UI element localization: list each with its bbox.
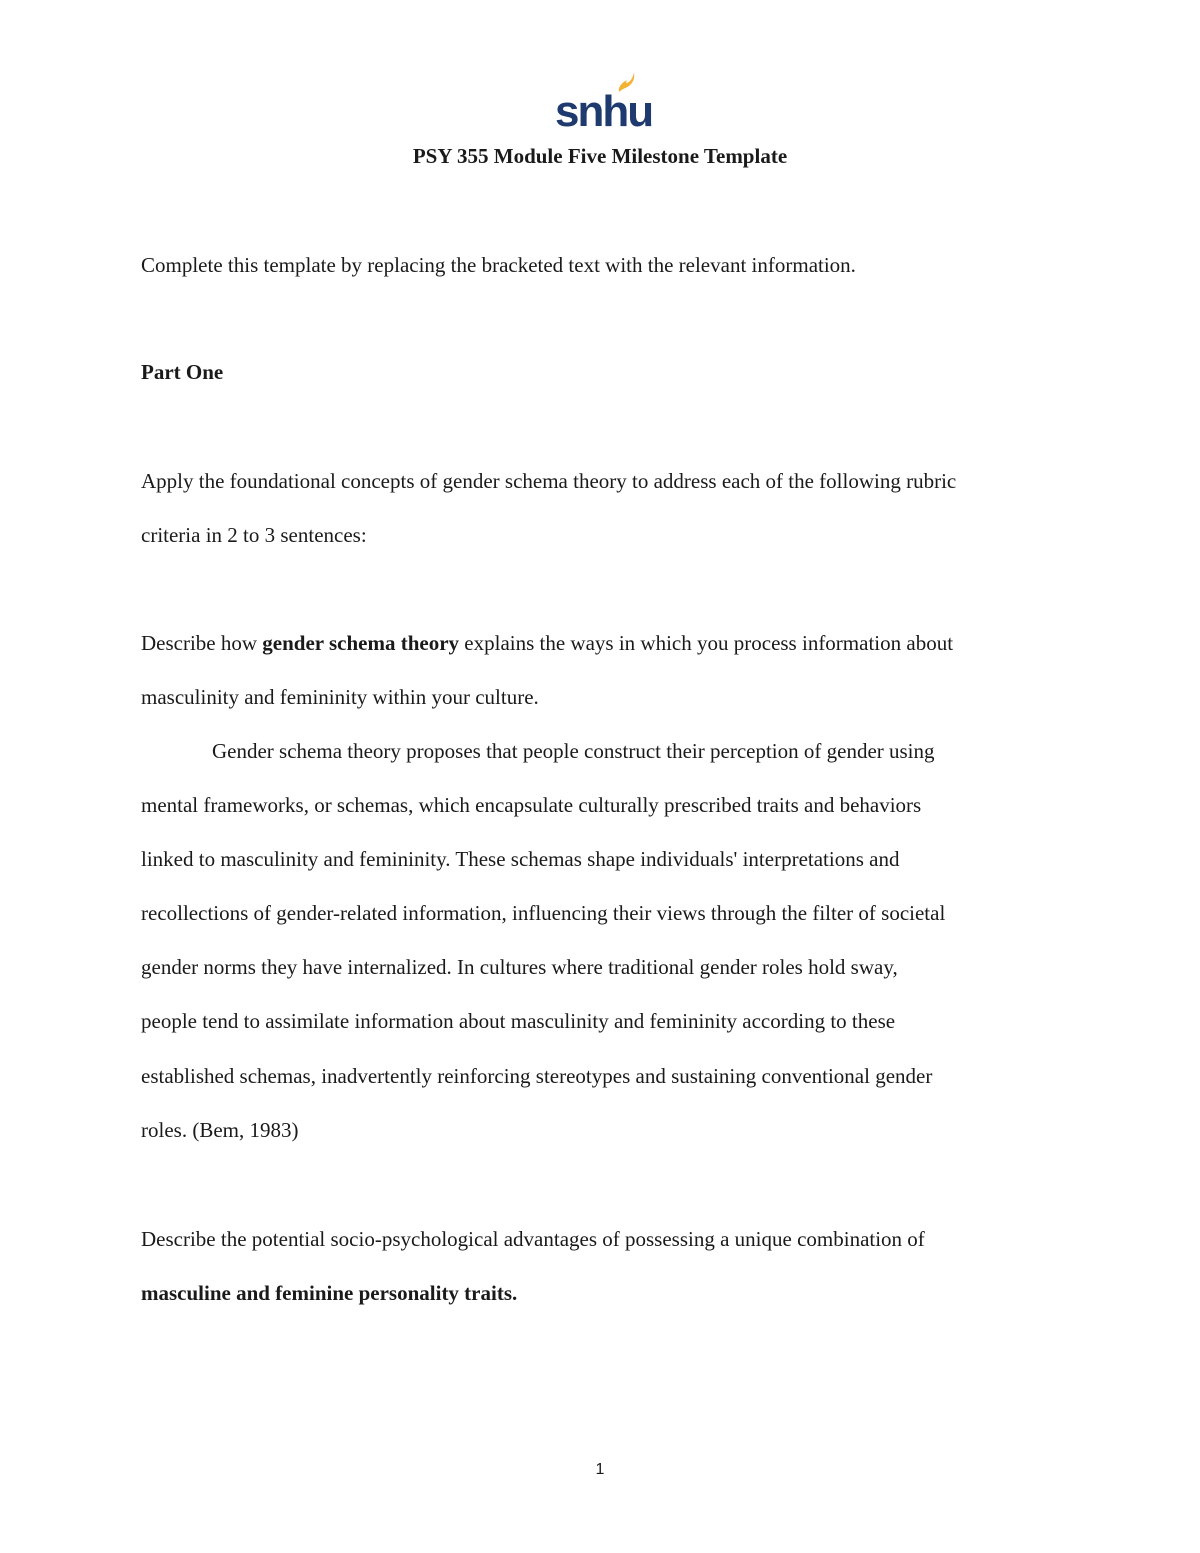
- answer-1-line: recollections of gender-related information, influencing their views through the filter of societal: [141, 901, 946, 925]
- answer-1-line: people tend to assimilate information about masculinity and femininity according to these: [141, 1009, 896, 1033]
- answer-1-line: gender norms they have internalized. In cultures where traditional gender roles hold sway,: [141, 955, 898, 979]
- answer-1-line: established schemas, inadvertently reinforcing stereotypes and sustaining conventional gender: [141, 1064, 933, 1088]
- answer-1-line: mental frameworks, or schemas, which encapsulate culturally prescribed traits and behaviors: [141, 793, 922, 817]
- criterion-1-prefix: Describe how: [141, 631, 263, 655]
- answer-1-line: roles. (Bem, 1983): [141, 1118, 299, 1142]
- criterion-1-bold-term: gender schema theory: [262, 631, 460, 655]
- snhu-logo: [555, 72, 653, 136]
- apply-prompt-line-1: Apply the foundational concepts of gender schema theory to address each of the following rubric: [141, 469, 957, 493]
- apply-prompt-line-2: criteria in 2 to 3 sentences:: [141, 523, 367, 547]
- criterion-2-line-2: masculine and feminine personality traits.: [141, 1281, 518, 1305]
- answer-1-line: Gender schema theory proposes that people construct their perception of gender using: [212, 739, 935, 763]
- page-number: 1: [595, 1461, 605, 1478]
- page-title: PSY 355 Module Five Milestone Template: [412, 144, 788, 168]
- criterion-2-line-1: Describe the potential socio-psychological advantages of possessing a unique combination of: [141, 1227, 925, 1251]
- answer-1-line: linked to masculinity and femininity. These schemas shape individuals' interpretations and: [141, 847, 900, 871]
- criterion-1-line-1: [141, 629, 953, 657]
- criterion-1-line-2: masculinity and femininity within your culture.: [141, 685, 539, 709]
- logo-text: snhu: [555, 87, 653, 136]
- criterion-1-suffix: explains the ways in which you process information about: [459, 631, 954, 655]
- instructions-text: Complete this template by replacing the bracketed text with the relevant information.: [141, 253, 856, 277]
- part-heading: Part One: [141, 360, 224, 384]
